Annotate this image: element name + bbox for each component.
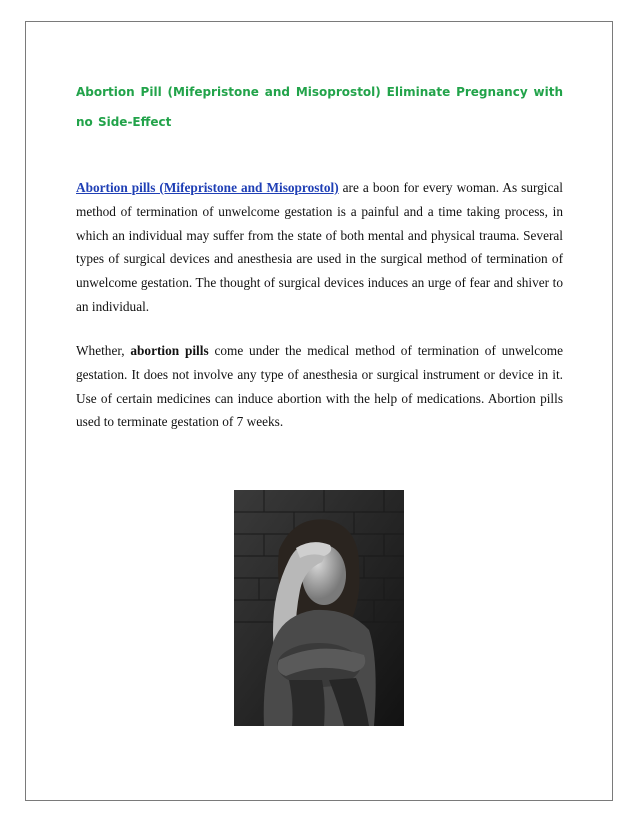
paragraph-2-lead: Whether, <box>76 343 131 358</box>
paragraph-2-text: come under the medical method of termination of unwelcome gestation. It does not involve any type of anesthesia or surgical instrument or device in it. Use of certain medicines can induce abortion with the help of medications. Abortion pills used to terminate gestation of 7 weeks. <box>76 343 563 430</box>
paragraph-1 <box>76 176 563 319</box>
abortion-pills-link[interactable]: Abortion pills (Mifepristone and Misoprostol) <box>76 180 339 195</box>
abortion-pills-bold: abortion pills <box>130 343 209 358</box>
distressed-woman-photo <box>234 490 404 726</box>
document-title: Abortion Pill (Mifepristone and Misoprostol) Eliminate Pregnancy with no Side-Effect <box>76 85 563 129</box>
paragraph-2 <box>76 339 563 434</box>
paragraph-1-text: are a boon for every woman. As surgical method of termination of unwelcome gestation is a painful and a time taking process, in which an individual may suffer from the state of both mental and physical trauma. Several types of surgical devices and anesthesia are used in the surgical method of termination of unwelcome gestation. The thought of surgical devices induces an urge of fear and shiver to an individual. <box>76 180 563 314</box>
